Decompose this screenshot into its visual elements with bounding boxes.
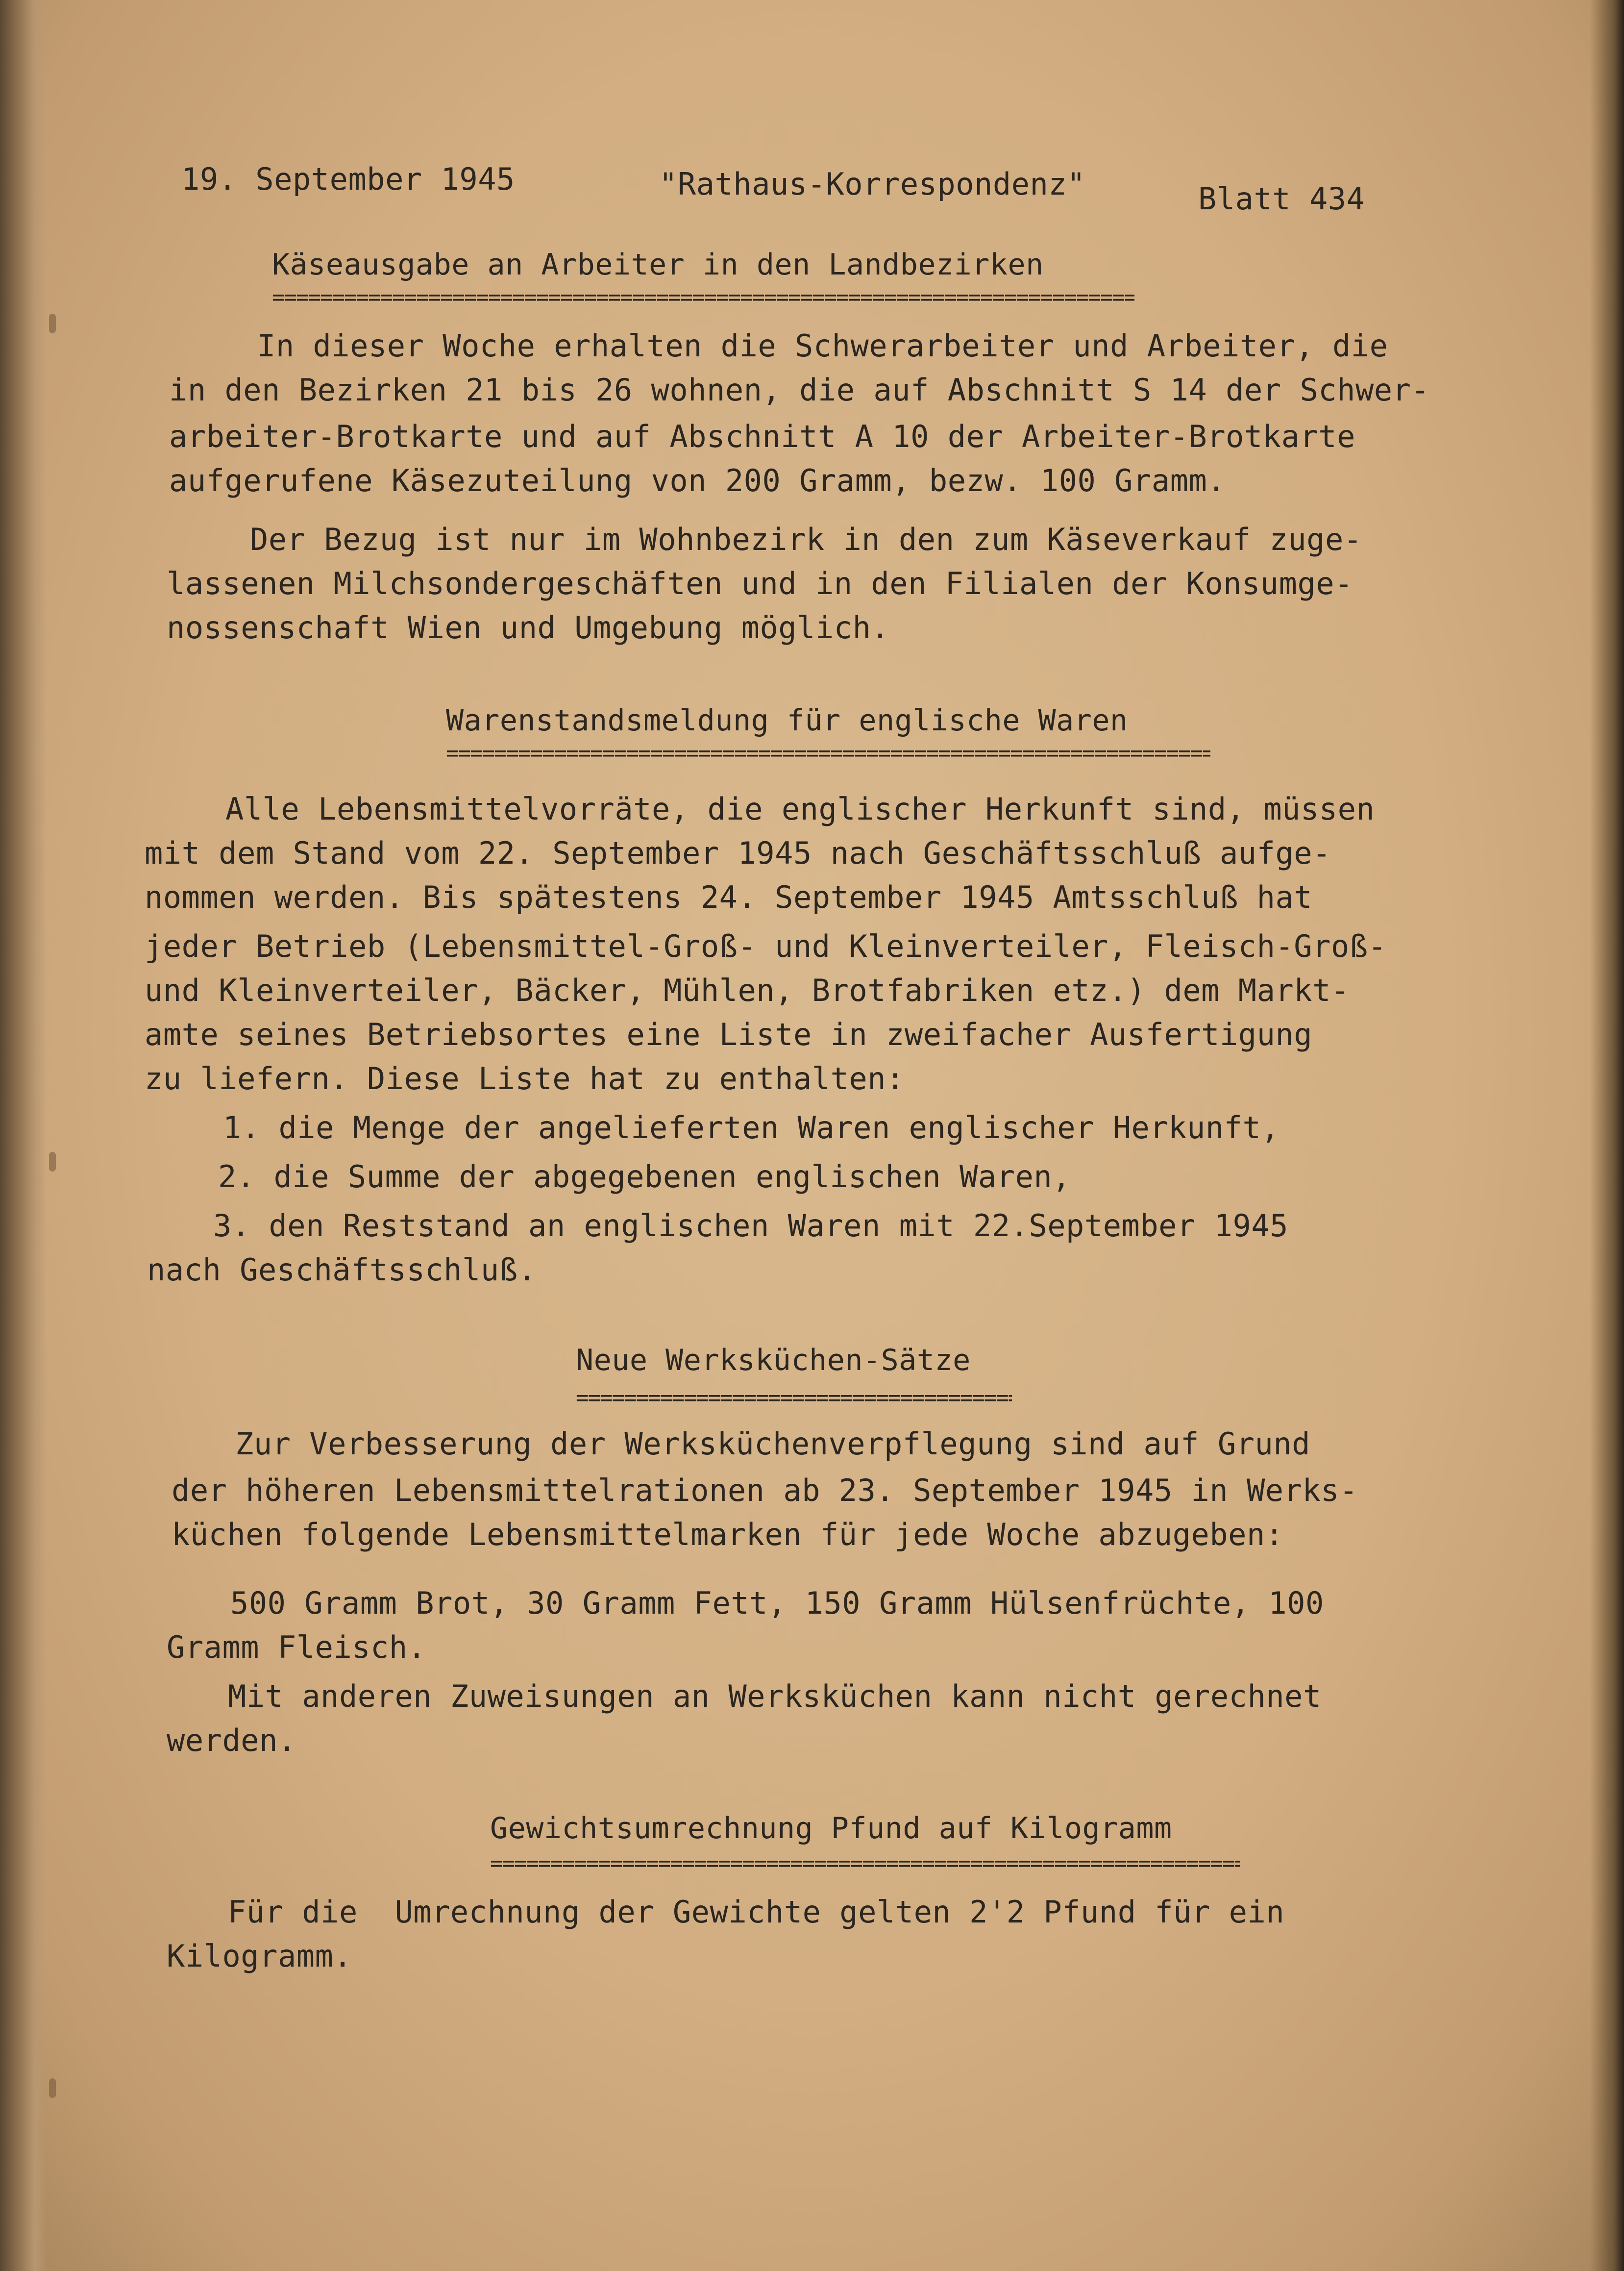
- body-line: küchen folgende Lebensmittelmarken für jede Woche abzugeben:: [172, 1517, 1284, 1552]
- body-line: aufgerufene Käsezuteilung von 200 Gramm, bezw. 100 Gramm.: [169, 463, 1226, 499]
- body-line: nach Geschäftsschluß.: [147, 1252, 537, 1288]
- binding-edge: [0, 0, 47, 2271]
- body-line: Der Bezug ist nur im Wohnbezirk in den zum Käseverkauf zuge-: [250, 522, 1362, 557]
- body-line: amte seines Betriebsortes eine Liste in zweifacher Ausfertigung: [145, 1017, 1313, 1052]
- list-item: 3. den Reststand an englischen Waren mit 22.September 1945: [213, 1208, 1288, 1244]
- binding-hole: [49, 1152, 56, 1172]
- body-line: mit dem Stand vom 22. September 1945 nach Geschäftsschluß aufge-: [145, 835, 1331, 871]
- body-line: lassenen Milchsondergeschäften und in den Filialen der Konsumge-: [167, 566, 1353, 601]
- title-underline: [490, 1853, 1240, 1874]
- section-title: Käseausgabe an Arbeiter in den Landbezirken: [272, 248, 1044, 282]
- body-line: nommen werden. Bis spätestens 24. September 1945 Amtsschluß hat: [145, 879, 1313, 915]
- body-line: Zur Verbesserung der Werksküchenverpflegung sind auf Grund: [235, 1426, 1310, 1462]
- binding-hole: [49, 314, 56, 333]
- title-underline: [446, 743, 1210, 764]
- body-line: Gramm Fleisch.: [167, 1629, 426, 1665]
- section-title: Neue Werksküchen-Sätze: [576, 1343, 971, 1377]
- section-title: Warenstandsmeldung für englische Waren: [446, 703, 1128, 738]
- body-line: arbeiter-Brotkarte und auf Abschnitt A 10 der Arbeiter-Brotkarte: [169, 419, 1355, 454]
- section-title: Gewichtsumrechnung Pfund auf Kilogramm: [490, 1811, 1172, 1846]
- title-underline: [576, 1387, 1012, 1409]
- body-line: nossenschaft Wien und Umgebung möglich.: [167, 610, 890, 646]
- body-line: Kilogramm.: [167, 1938, 352, 1974]
- title-underline: [272, 287, 1134, 308]
- page-edge-shadow: [1590, 0, 1624, 2271]
- list-item: 1. die Menge der angelieferten Waren englischer Herkunft,: [223, 1110, 1280, 1146]
- body-line: Für die Umrechnung der Gewichte gelten 2'2 Pfund für ein: [228, 1894, 1285, 1930]
- body-line: und Kleinverteiler, Bäcker, Mühlen, Brotfabriken etz.) dem Markt-: [145, 973, 1350, 1008]
- header-sheet-number: Blatt 434: [1198, 181, 1365, 217]
- body-line: Mit anderen Zuweisungen an Werksküchen kann nicht gerechnet: [228, 1678, 1322, 1714]
- header-publication: "Rathaus-Korrespondenz": [659, 166, 1086, 202]
- body-line: werden.: [167, 1722, 296, 1758]
- binding-hole: [49, 2078, 56, 2098]
- body-line: jeder Betrieb (Lebensmittel-Groß- und Kleinverteiler, Fleisch-Groß-: [145, 928, 1387, 964]
- body-line: zu liefern. Diese Liste hat zu enthalten:: [145, 1061, 905, 1097]
- body-line: In dieser Woche erhalten die Schwerarbeiter und Arbeiter, die: [257, 328, 1388, 364]
- body-line: der höheren Lebensmittelrationen ab 23. September 1945 in Werks-: [172, 1472, 1358, 1508]
- body-line: in den Bezirken 21 bis 26 wohnen, die auf Abschnitt S 14 der Schwer-: [169, 372, 1430, 408]
- list-item: 2. die Summe der abgegebenen englischen Waren,: [218, 1159, 1071, 1195]
- body-line: Alle Lebensmittelvorräte, die englischer Herkunft sind, müssen: [225, 791, 1375, 827]
- header-date: 19. September 1945: [181, 161, 515, 197]
- body-line: 500 Gramm Brot, 30 Gramm Fett, 150 Gramm Hülsenfrüchte, 100: [230, 1585, 1324, 1621]
